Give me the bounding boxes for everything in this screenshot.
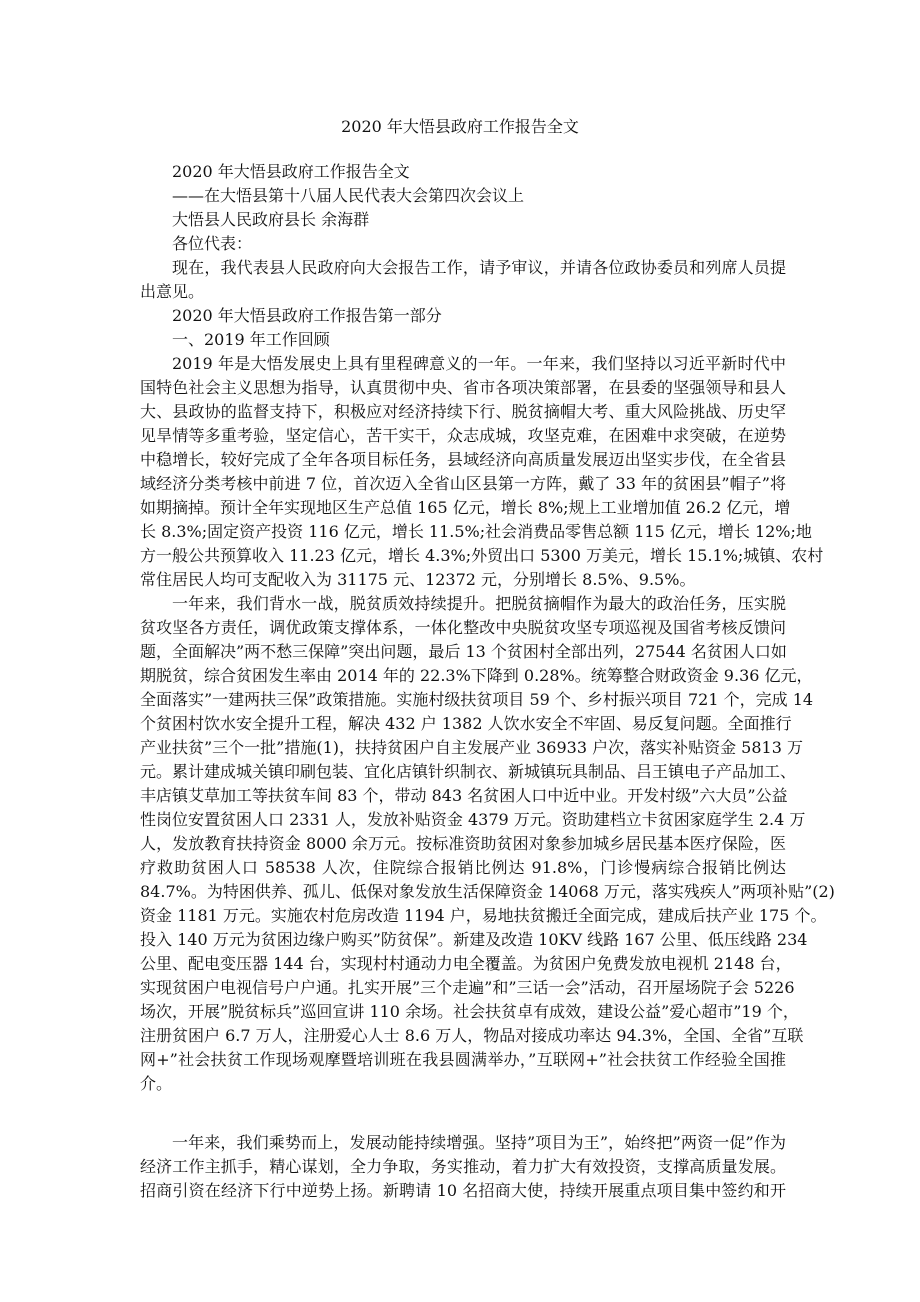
text-line: 出意见。 [140,282,205,301]
text-line: 个贫困村饮水安全提升工程，解决 432 户 1382 人饮水安全不牢固、易反复问题。全面推行 [140,714,792,733]
text-line: ——在大悟县第十八届人民代表大会第四次会议上 [172,186,525,205]
text-line: 招商引资在经济下行中逆势上扬。新聘请 10 名招商大使，持续开展重点项目集中签约和开 [140,1181,786,1200]
text-line: 一年来，我们乘势而上，发展动能持续增强。坚持”项目为王”，始终把”两资一促”作为 [172,1133,786,1152]
heading-line [140,208,786,232]
paragraph [140,352,824,592]
text-line: 疗救助贫困人口 58538 人次，住院综合报销比例达 91.8%，门诊慢病综合报销比例达 [140,858,786,877]
text-line: 各位代表： [172,234,253,253]
text-line: 大、县政协的监督支持下，积极应对经济持续下行、脱贫摘帽大考、重大风险挑战、历史罕 [140,402,786,421]
text-line: 域经济分类考核中前进 7 位，首次迈入全省山区县第一方阵，戴了 33 年的贫困县”帽子”将 [140,474,786,493]
text-line: 产业扶贫”三个一批”措施(1)，扶持贫困户自主发展产业 36933 户次，落实补贴资金 5813 万 [140,738,803,757]
heading-line [140,184,786,208]
paragraph [140,256,786,304]
paragraph [140,592,835,1096]
document-body [140,160,835,1203]
text-line: 一年来，我们背水一战，脱贫质效持续提升。把脱贫摘帽作为最大的政治任务，压实脱 [172,594,786,613]
text-line: 84.7%。为特困供养、孤儿、低保对象发放生活保障资金 14068 万元，落实残疾人”两项补贴”(2) [140,882,835,901]
text-line: 题，全面解决”两不愁三保障”突出问题，最后 13 个贫困村全部出列，27544 名贫困人口如 [140,642,787,661]
text-line: 公里、配电变压器 144 台，实现村村通动力电全覆盖。为贫困户免费发放电视机 2148 台， [140,954,792,973]
document-title: 2020 年大悟县政府工作报告全文 [341,117,579,136]
text-line: 一、2019 年工作回顾 [172,330,330,349]
paragraph-gap [140,1096,786,1131]
text-line: 如期摘掉。预计全年实现地区生产总值 165 亿元，增长 8%;规上工业增加值 26.2 亿元，增 [140,498,791,517]
text-line: 2019 年是大悟发展史上具有里程碑意义的一年。一年来，我们坚持以习近平新时代中 [172,354,786,373]
text-line: 人，发放教育扶持资金 8000 余万元。按标准资助贫困对象参加城乡居民基本医疗保险，医 [140,834,786,853]
text-line: 场次，开展”脱贫标兵”巡回宣讲 110 余场。社会扶贫卓有成效，建设公益”爱心超市”19 个， [140,1002,799,1021]
text-line: 国特色社会主义思想为指导，认真贯彻中央、省市各项决策部署，在县委的坚强领导和县人 [140,378,786,397]
text-line: 资金 1181 万元。实施农村危房改造 1194 户，易地扶贫搬迁全面完成，建成后扶产业 175 个。 [140,906,827,925]
heading-line [140,232,786,256]
text-line: 方一般公共预算收入 11.23 亿元，增长 4.3%;外贸出口 5300 万美元，增长 15.1%;城镇、农村 [140,546,824,565]
text-line: 期脱贫，综合贫困发生率由 2014 年的 22.3%下降到 0.28%。统筹整合财政资金 9.36 亿元， [140,666,813,685]
text-line: 注册贫困户 6.7 万人，注册爱心人士 8.6 万人，物品对接成功率达 94.3%，全国、全省”互联 [140,1026,804,1045]
heading-line [140,328,786,352]
text-line: 实现贫困户电视信号户户通。扎实开展”三个走遍”和”三话一会”活动，召开屋场院子会 5226 [140,978,795,997]
text-line: 经济工作主抓手，精心谋划，全力争取，务实推动，着力扩大有效投资，支撑高质量发展。 [140,1157,786,1176]
text-line: 元。累计建成城关镇印刷包装、宜化店镇针织制衣、新城镇玩具制品、吕王镇电子产品加工、 [140,762,797,781]
text-line: 投入 140 万元为贫困边缘户购买”防贫保”。新建及改造 10KV 线路 167 公里、低压线路 234 [140,930,808,949]
text-line: 常住居民人均可支配收入为 31175 元、12372 元，分别增长 8.5%、9.5%。 [140,570,696,589]
heading-line [140,304,786,328]
text-line: 中稳增长，较好完成了全年各项目标任务，县域经济向高质量发展迈出坚实步伐，在全省县 [140,450,786,469]
text-line: 全面落实”一建两扶三保”政策措施。实施村级扶贫项目 59 个、乡村振兴项目 721 个，完成 14 [140,690,814,709]
text-line: 大悟县人民政府县长 余海群 [172,210,370,229]
text-line: 性岗位安置贫困人口 2331 人，发放补贴资金 4379 万元。资助建档立卡贫困家庭学生 2.4 万 [140,810,806,829]
text-line: 贫攻坚各方责任，调优政策支撑体系，一体化整改中央脱贫攻坚专项巡视及国省考核反馈问 [140,618,786,637]
text-line: 丰店镇艾草加工等扶贫车间 83 个，带动 843 名贫困人口中近中业。开发村级”六大员”公益 [140,786,788,805]
text-line: 介。 [140,1074,173,1093]
paragraph [140,1131,786,1203]
text-line: 2020 年大悟县政府工作报告第一部分 [172,306,442,325]
text-line: 现在，我代表县人民政府向大会报告工作，请予审议，并请各位政协委员和列席人员提 [172,258,786,277]
text-line: 网+”社会扶贫工作现场观摩暨培训班在我县圆满举办，”互联网+”社会扶贫工作经验全国推 [140,1050,786,1069]
text-line: 长 8.3%;固定资产投资 116 亿元，增长 11.5%;社会消费品零售总额 115 亿元，增长 12%;地 [140,522,812,541]
text-line: 见旱情等多重考验，坚定信心，苦干实干，众志成城，攻坚克难，在困难中求突破，在逆势 [140,426,786,445]
heading-line [140,160,786,184]
text-line: 2020 年大悟县政府工作报告全文 [172,162,410,181]
